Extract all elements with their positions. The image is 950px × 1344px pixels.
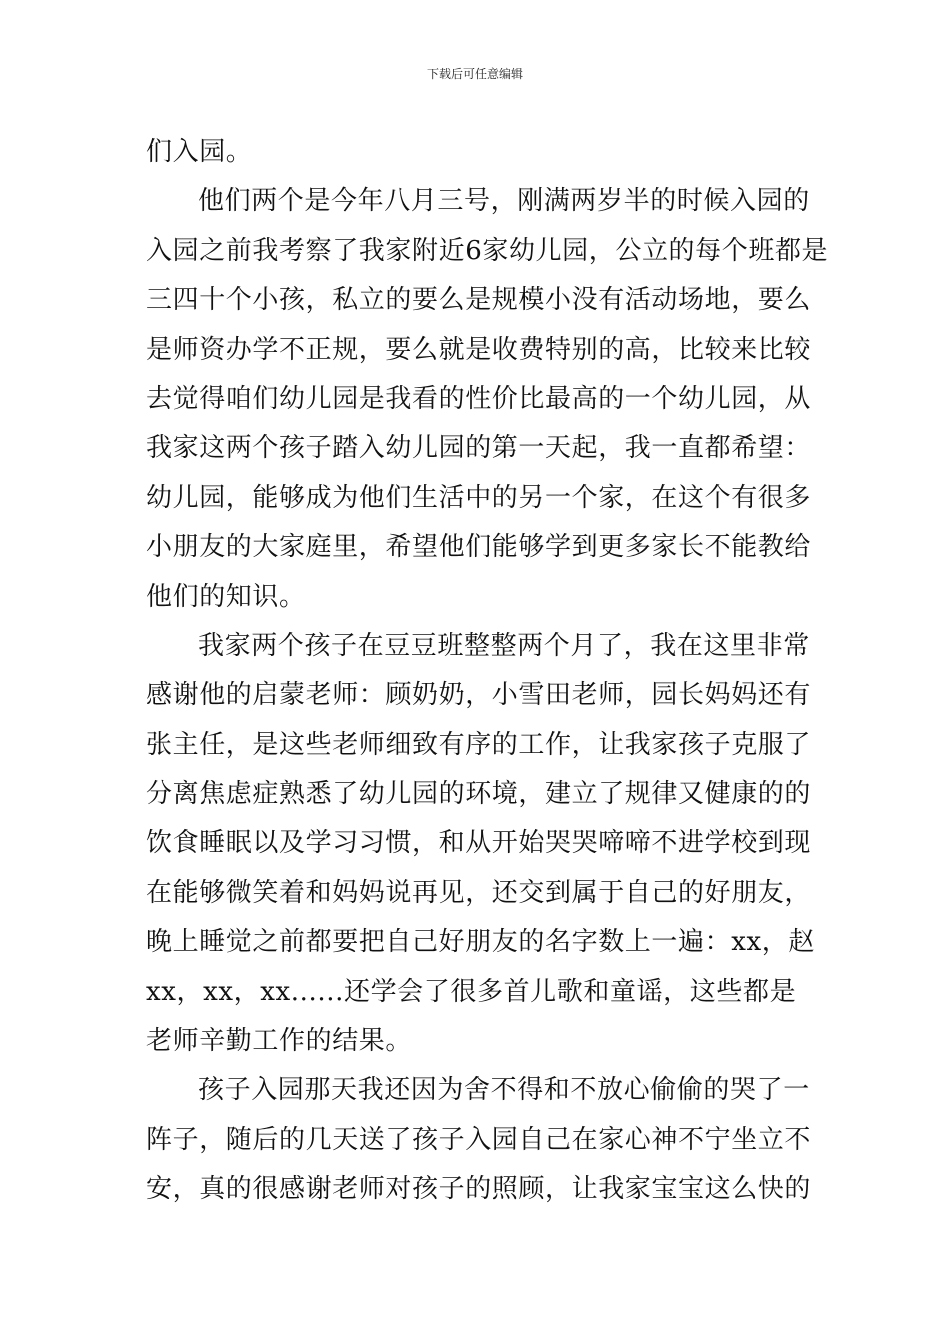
text-line: 他们的知识。	[146, 581, 306, 612]
text-line: 张主任，是这些老师细致有序的工作，让我家孩子克服了	[146, 729, 812, 760]
text-line: 安，真的很感谢老师对孩子的照顾，让我家宝宝这么快的	[146, 1174, 812, 1205]
text-line: 晚上睡觉之前都要把自己好朋友的名字数上一遍：xx，赵	[146, 927, 815, 958]
text-line: xx，xx，xx......还学会了很多首儿歌和童谣，这些都是	[146, 976, 797, 1007]
paragraph-start-line: 我家两个孩子在豆豆班整整两个月了，我在这里非常	[198, 630, 810, 661]
text-line: 去觉得咱们幼儿园是我看的性价比最高的一个幼儿园，从	[146, 383, 812, 414]
text-line: 们入园。	[146, 137, 253, 167]
text-line: 分离焦虑症熟悉了幼儿园的环境，建立了规律又健康的的	[146, 779, 812, 810]
text-line: 老师辛勤工作的结果。	[146, 1026, 413, 1057]
document-body	[146, 128, 829, 1215]
text-line: 入园之前我考察了我家附近6家幼儿园，公立的每个班都是	[146, 235, 829, 266]
text-line: 幼儿园，能够成为他们生活中的另一个家，在这个有很多	[146, 482, 812, 513]
text-line: 我家这两个孩子踏入幼儿园的第一天起，我一直都希望：	[146, 433, 812, 464]
text-line: 三四十个小孩，私立的要么是规模小没有活动场地，要么	[146, 285, 812, 316]
text-line: 阵子，随后的几天送了孩子入园自己在家心神不宁坐立不	[146, 1124, 812, 1155]
paragraph-start-line: 孩子入园那天我还因为舍不得和不放心偷偷的哭了一	[198, 1075, 810, 1106]
text-line: 小朋友的大家庭里，希望他们能够学到更多家长不能教给	[146, 532, 812, 563]
text-line: 饮食睡眠以及学习习惯，和从开始哭哭啼啼不进学校到现	[146, 828, 812, 859]
page-header: 下载后可任意编辑	[426, 67, 523, 81]
text-line: 是师资办学不正规，要么就是收费特别的高，比较来比较	[146, 334, 812, 365]
paragraph-start-line: 他们两个是今年八月三号，刚满两岁半的时候入园的	[198, 186, 810, 217]
text-line: 感谢他的启蒙老师：顾奶奶，小雪田老师，园长妈妈还有	[146, 680, 812, 711]
text-line: 在能够微笑着和妈妈说再见，还交到属于自己的好朋友，	[146, 877, 812, 908]
